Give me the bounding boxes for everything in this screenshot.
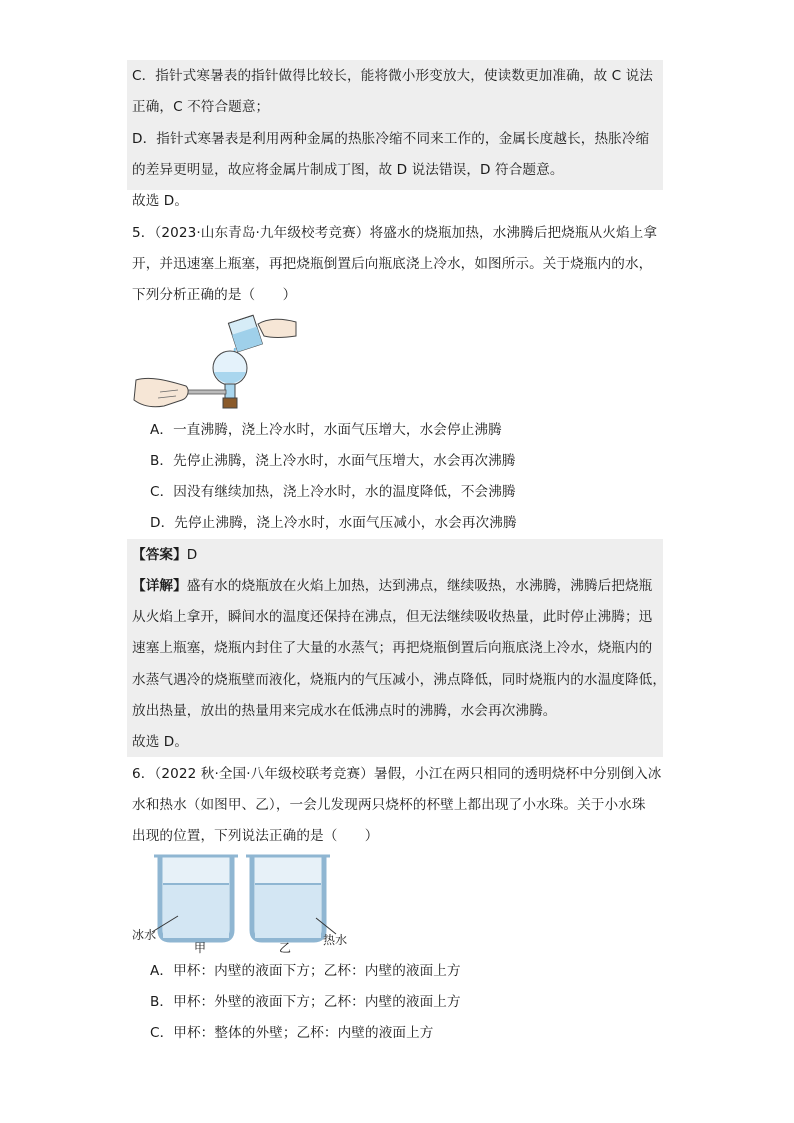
- detail-label: 【详解】: [132, 578, 187, 594]
- prev-answer-line-2: 正确，C 不符合题意；: [132, 99, 270, 115]
- flask-neck: [225, 384, 235, 398]
- q6-stem-line-1: 6．（2022 秋·全国·八年级校联考竞赛）暑假，小江在两只相同的透明烧杯中分别倒入冰: [132, 766, 662, 782]
- beaker-yi: [246, 856, 330, 940]
- prev-answer-line-1: C．指针式寒暑表的指针做得比较长，能将微小形变放大，使读数更加准确，故 C 说法: [132, 68, 653, 84]
- q5-option-c[interactable]: C．因没有继续加热，浇上冷水时，水的温度降低，不会沸腾: [150, 484, 516, 500]
- q5-detail-line-1: 【详解】盛有水的烧瓶放在火焰上加热，达到沸点，继续吸热，水沸腾，沸腾后把烧瓶: [132, 578, 653, 594]
- q5-option-d[interactable]: D．先停止沸腾，浇上冷水时，水面气压减小，水会再次沸腾: [150, 515, 517, 531]
- q6-stem-line-3: 出现的位置，下列说法正确的是（ ）: [132, 828, 379, 844]
- q5-option-a[interactable]: A．一直沸腾，浇上冷水时，水面气压增大，水会停止沸腾: [150, 422, 502, 438]
- label-ice-water: 冰水: [132, 928, 157, 942]
- label-yi: 乙: [279, 941, 292, 955]
- q5-detail-line-6: 故选 D。: [132, 734, 189, 750]
- prev-answer-line-4: 的差异更明显，故应将金属片制成丁图，故 D 说法错误，D 符合题意。: [132, 162, 564, 178]
- q5-stem-line-3: 下列分析正确的是（ ）: [132, 287, 297, 303]
- q6-option-c[interactable]: C．甲杯：整体的外壁；乙杯：内壁的液面上方: [150, 1025, 434, 1041]
- prev-answer-line-3: D．指针式寒暑表是利用两种金属的热胀冷缩不同来工作的，金属长度越长，热胀冷缩: [132, 131, 650, 147]
- q6-option-b[interactable]: B．甲杯：外壁的液面下方；乙杯：内壁的液面上方: [150, 994, 461, 1010]
- q5-option-b[interactable]: B．先停止沸腾，浇上冷水时，水面气压增大，水会再次沸腾: [150, 453, 516, 469]
- q6-stem-line-2: 水和热水（如图甲、乙），一会儿发现两只烧杯的杯壁上都出现了小水珠。关于小水珠: [132, 797, 646, 813]
- pouring-beaker: [228, 315, 262, 352]
- q5-detail-line-4: 水蒸气遇冷的烧瓶壁而液化，烧瓶内的气压减小，沸点降低，同时烧瓶内的水温度降低，: [132, 672, 667, 688]
- q5-detail-line-3: 速塞上瓶塞，烧瓶内封住了大量的水蒸气；再把烧瓶倒置后向瓶底浇上冷水，烧瓶内的: [132, 640, 653, 656]
- answer-value: D: [186, 547, 198, 563]
- flask-stopper: [223, 398, 237, 408]
- pouring-hand: [258, 319, 296, 337]
- q5-detail-line-2: 从火焰上拿开，瞬间水的温度还保持在沸点，但无法继续吸收热量，此时停止沸腾；迅: [132, 609, 653, 625]
- q5-stem-line-1: 5．（2023·山东青岛·九年级校考竞赛）将盛水的烧瓶加热，水沸腾后把烧瓶从火焰上拿: [132, 225, 658, 241]
- q5-stem-line-2: 开，并迅速塞上瓶塞，再把烧瓶倒置后向瓶底浇上冷水，如图所示。关于烧瓶内的水，: [132, 256, 653, 272]
- flask-experiment-figure: [130, 310, 300, 414]
- q6-option-a[interactable]: A．甲杯：内壁的液面下方；乙杯：内壁的液面上方: [150, 963, 461, 979]
- q5-detail-line-5: 放出热量，放出的热量用来完成水在低沸点时的沸腾，水会再次沸腾。: [132, 703, 557, 719]
- label-hot-water: 热水: [323, 933, 348, 947]
- answer-label: 【答案】: [132, 547, 187, 563]
- prev-answer-line-5: 故选 D。: [132, 193, 189, 209]
- beaker-jia: [154, 856, 238, 940]
- label-jia: 甲: [194, 941, 207, 955]
- q5-answer-line: [132, 545, 197, 565]
- holding-hand: [134, 378, 188, 406]
